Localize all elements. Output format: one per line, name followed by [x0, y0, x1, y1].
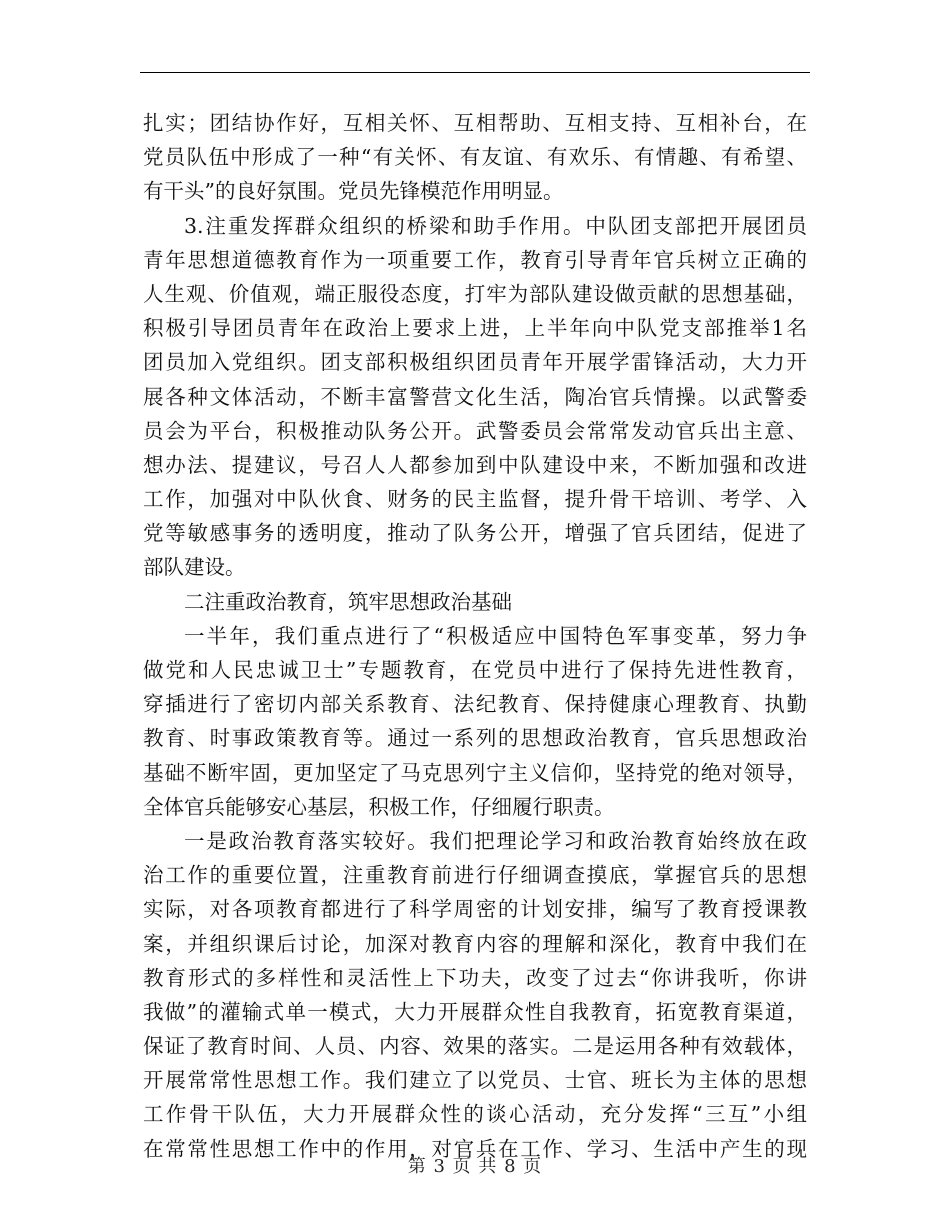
- text-line: 保证了教育时间、人员、内容、效果的落实。二是运用各种有效载体，: [143, 1034, 807, 1059]
- text-line: 实际，对各项教育都进行了科学周密的计划安排，编写了教育授课教: [143, 897, 807, 922]
- text-line: 一半年，我们重点进行了“积极适应中国特色军事变革，努力争: [184, 623, 807, 648]
- text-line: 在常常性思想工作中的作用，对官兵在工作、学习、生活中产生的现: [143, 1136, 807, 1161]
- paragraph: [143, 106, 807, 209]
- paragraph: [143, 824, 807, 1166]
- header-rule: [140, 72, 810, 73]
- text-line: 有干头”的良好氛围。党员先锋模范作用明显。: [143, 179, 564, 204]
- text-line: 部队建设。: [143, 555, 246, 580]
- text-line: 员会为平台，积极推动队务公开。武警委员会常常发动官兵出主意、: [143, 418, 807, 443]
- text-line: 想办法、提建议，号召人人都参加到中队建设中来，不断加强和改进: [143, 452, 807, 477]
- text-line: 穿插进行了密切内部关系教育、法纪教育、保持健康心理教育、执勤: [143, 692, 807, 717]
- text-line: 党等敏感事务的透明度，推动了队务公开，增强了官兵团结，促进了: [143, 521, 807, 546]
- document-body: [143, 106, 807, 1166]
- text-line: 基础不断牢固，更加坚定了马克思列宁主义信仰，坚持党的绝对领导，: [143, 760, 807, 785]
- text-line: 3.注重发挥群众组织的桥梁和助手作用。中队团支部把开展团员: [184, 213, 807, 238]
- text-line: 做党和人民忠诚卫士”专题教育，在党员中进行了保持先进性教育，: [143, 658, 807, 682]
- text-line: 案，并组织课后讨论，加深对教育内容的理解和深化，教育中我们在: [143, 931, 807, 956]
- text-line: 治工作的重要位置，注重教育前进行仔细调查摸底，掌握官兵的思想: [143, 863, 807, 888]
- text-line: 积极引导团员青年在政治上要求上进，上半年向中队党支部推举1名: [143, 316, 807, 341]
- text-line: 开展常常性思想工作。我们建立了以党员、士官、班长为主体的思想: [143, 1068, 807, 1093]
- text-line: 教育形式的多样性和灵活性上下功夫，改变了过去“你讲我听，你讲: [143, 965, 807, 990]
- text-line: 青年思想道德教育作为一项重要工作，教育引导青年官兵树立正确的: [143, 247, 807, 272]
- text-line: 党员队伍中形成了一种“有关怀、有友谊、有欢乐、有情趣、有希望、: [143, 145, 807, 170]
- text-line: 团员加入党组织。团支部积极组织团员青年开展学雷锋活动，大力开: [143, 350, 807, 375]
- paragraph: [143, 209, 807, 585]
- paragraph: [143, 585, 807, 619]
- text-line: 工作，加强对中队伙食、财务的民主监督，提升骨干培训、考学、入: [143, 487, 807, 512]
- text-line: 我做”的灌输式单一模式，大力开展群众性自我教育，拓宽教育渠道，: [143, 999, 807, 1024]
- page-number: 第 3 页 共 8 页: [407, 1156, 543, 1177]
- text-line: 人生观、价值观，端正服役态度，打牢为部队建设做贡献的思想基础，: [143, 281, 807, 306]
- text-line: 工作骨干队伍，大力开展群众性的谈心活动，充分发挥“三互”小组: [143, 1102, 807, 1127]
- text-line: 教育、时事政策教育等。通过一系列的思想政治教育，官兵思想政治: [143, 726, 807, 751]
- text-line: 扎实；团结协作好，互相关怀、互相帮助、互相支持、互相补台，在: [143, 111, 807, 135]
- text-line: 一是政治教育落实较好。我们把理论学习和政治教育始终放在政: [184, 828, 807, 853]
- text-line: 二注重政治教育，筑牢思想政治基础: [184, 589, 512, 614]
- paragraph: [143, 619, 807, 824]
- text-line: 展各种文体活动，不断丰富警营文化生活，陶冶官兵情操。以武警委: [143, 384, 807, 409]
- text-line: 全体官兵能够安心基层，积极工作，仔细履行职责。: [143, 794, 615, 819]
